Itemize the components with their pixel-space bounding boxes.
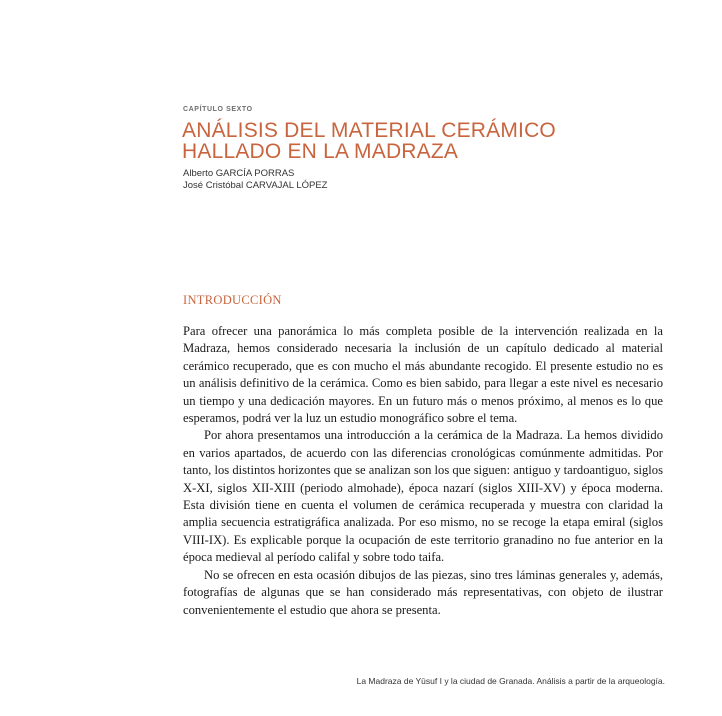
chapter-title	[182, 120, 556, 162]
chapter-title-line-2: HALLADO EN LA MADRAZA	[182, 140, 459, 163]
author-name: José Cristóbal CARVAJAL LÓPEZ	[183, 180, 328, 191]
chapter-title-line-1: ANÁLISIS DEL MATERIAL CERÁMICO	[182, 119, 556, 142]
paragraph: No se ofrecen en esta ocasión dibujos de las piezas, sino tres láminas generales y, además, fotografías de algunas que se han considerado más representativas, con objeto de ilustrar convenientemente el estudio que ahora se presenta.	[183, 567, 663, 617]
body-text	[183, 323, 663, 619]
author-name: Alberto GARCÍA PORRAS	[183, 168, 295, 179]
paragraph: Por ahora presentamos una introducción a la cerámica de la Madraza. La hemos dividido en varios apartados, de acuerdo con las diferencias cronológicas comúnmente admitidas. Por tanto, los distintos horizontes que se analizan son los que siguen: antiguo y tardoantiguo, siglos X-XI, siglos XII-XIII (periodo almohade), época nazarí (siglos XIII-XV) y época moderna. Esta división tiene en cuenta el volumen de cerámica recuperada y muestra con claridad la amplia secuencia estratigráfica analizada. Por eso mismo, no se recoge la etapa emiral (siglos VIII-IX). Es explicable porque la ocupación de este territorio granadino no fue anterior en la época medieval al período califal y sobre todo taifa.	[183, 428, 663, 565]
section-heading: INTRODUCCIÓN	[183, 293, 282, 307]
paragraph: Para ofrecer una panorámica lo más completa posible de la intervención realizada en la Madraza, hemos considerado necesaria la inclusión de un capítulo dedicado al material cerámico recuperado, que es con mucho el más abundante recogido. El presente estudio no es un análisis definitivo de la cerámica. Como es bien sabido, para llegar a este nivel es necesario un tiempo y una dedicación mayores. En un futuro más o menos próximo, al menos es lo que esperamos, podrá ver la luz un estudio monográfico sobre el tema.	[183, 324, 663, 426]
running-footer: La Madraza de Yūsuf I y la ciudad de Granada. Análisis a partir de la arqueología.	[356, 676, 665, 686]
chapter-label: CAPÍTULO SEXTO	[183, 106, 253, 113]
author-list	[183, 168, 328, 192]
